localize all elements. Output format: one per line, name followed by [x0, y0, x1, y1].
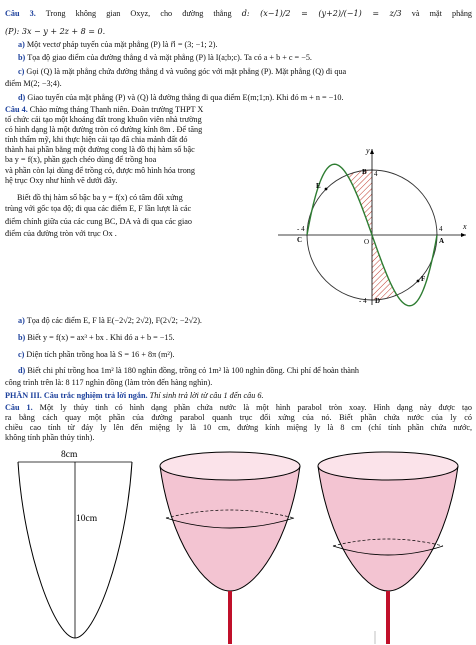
glass-figure-1 — [155, 446, 305, 644]
q4-d-text2: công trình trên là: 8 117 nghìn đồng (làm tròn đến hàng nghìn). — [5, 378, 213, 387]
label-8cm: 8cm — [61, 450, 78, 460]
parabola-figure — [10, 446, 140, 644]
q3-stem-text: Trong không gian Oxyz, cho đường thẳng — [45, 9, 232, 18]
q4-option-c — [18, 350, 316, 360]
q3-line-equation: d: (x−1)/2 = (y+2)/(−1) = z/3 — [241, 9, 402, 18]
label-B: B — [362, 168, 367, 176]
q4-para2-1: trùng với gốc tọa độ; đi qua các điểm E, F lần lượt là các — [5, 204, 192, 214]
q4-line-0-text: Chào mừng tháng Thanh niên. Đoàn trường THPT X — [29, 105, 204, 114]
label-10cm: 10cm — [76, 514, 98, 524]
label-O: O — [364, 238, 370, 246]
part3-q1-line-2: chiều cao tính từ đáy ly lên đến miệng ly là 10 cm, đường kính miệng ly là 8 cm (chỉ tính phần chứa nước, — [5, 423, 472, 432]
q3-d-text: Giao tuyến của mặt phẳng (P) và (Q) là đường thẳng đi qua điểm E(m;1;n). Khi đó m + n = −10. — [27, 93, 344, 102]
q3-a-text: Một vectơ pháp tuyến của mặt phẳng (P) là n⃗ = (3; −1; 2). — [26, 40, 218, 49]
q3-b-text: Tọa độ giao điểm của đường thẳng d và mặt phẳng (P) là I(a;b;c). Ta có a + b + c = −5. — [27, 53, 312, 62]
q4-para2-0: Biết đồ thị hàm số bậc ba y = f(x) có tâm đối xứng — [17, 192, 183, 202]
q4-line-0 — [5, 105, 263, 115]
label-A: A — [439, 237, 445, 245]
q3-a-label: a) — [18, 40, 25, 49]
q4-option-d — [18, 366, 472, 376]
label-C: C — [297, 236, 303, 244]
glass-1-body — [160, 466, 300, 591]
q4-c-label: c) — [18, 350, 25, 359]
q4-para2-3: điểm của đường tròn với trục Ox . — [5, 229, 117, 239]
q4-line-5: ba y = f(x), phần gạch chéo dùng để trồng hoa — [5, 155, 157, 165]
y-axis-arrow-icon — [370, 149, 374, 154]
x-axis-arrow-icon — [461, 233, 466, 237]
label-minus4: - 4 — [297, 225, 305, 233]
q4-a-text: Tọa độ các điểm E, F là E(−2√2; 2√2), F(2√2; −2√2). — [26, 316, 202, 325]
q3-c-label: c) — [18, 67, 25, 76]
glass-figure-2 — [313, 446, 463, 644]
part3-heading — [5, 391, 472, 401]
q4-d-text1: Biết chi phí trồng hoa 1m² là 180 nghìn đồng, trồng cỏ 1m² là 100 nghìn đồng. Chi phí để hoàn thành — [27, 366, 360, 375]
glass-1-rim — [160, 452, 300, 480]
q4-intro — [5, 105, 263, 240]
q4-label: Câu 4. — [5, 105, 28, 114]
part3-q1-line-0-text: Một ly thủy tinh có hình dạng phần chứa nước là một hình parabol tròn xoay. Hình dạng này được tạo — [39, 403, 472, 412]
glass-2-rim — [318, 452, 458, 480]
q4-para2-2: điểm chính giữa của các cung BC, DA và đi qua các giao — [5, 216, 193, 226]
label-B4: 4 — [374, 170, 378, 178]
q4-d-label: d) — [18, 366, 26, 375]
part3-q1-label: Câu 1. — [5, 403, 33, 412]
q3-plane-equation: (P): 3x − y + 2z + 8 = 0. — [5, 27, 106, 36]
glass-1-stem — [228, 591, 232, 644]
point-F — [417, 280, 420, 283]
q3-option-c — [18, 67, 472, 77]
label-D-minus4: - 4 — [359, 297, 367, 305]
q4-b-text: Biết y = f(x) = ax³ + bx . Khi đó a + b = −15. — [27, 333, 175, 342]
glass-2-body — [318, 466, 458, 591]
q3-option-b — [18, 53, 472, 63]
point-E — [325, 188, 328, 191]
q3-c-text2: điểm M(2; −3;4). — [5, 79, 62, 88]
label-x: x — [463, 222, 467, 231]
q4-line-2: có hình dạng là một đường tròn có đường kính 8m . Để tăng — [5, 125, 203, 135]
q4-line-6: và phần còn lại dùng để trồng cỏ, được mô hình hóa trong — [5, 165, 195, 175]
q4-option-b — [18, 333, 316, 343]
q4-figure — [268, 145, 473, 307]
label-4: 4 — [439, 225, 443, 233]
q4-line-1: tổ chức cải tạo một khoảng đất trong khuôn viên nhà trường — [5, 115, 202, 125]
label-E: E — [316, 182, 321, 190]
glass-2-stem — [386, 591, 390, 644]
label-D: D — [375, 297, 381, 305]
q4-line-7: hệ trục Oxy như hình vẽ dưới đây. — [5, 175, 118, 185]
q4-a-label: a) — [18, 316, 25, 325]
label-y: y — [366, 146, 370, 155]
part3-heading-note: Thí sinh trả lời từ câu 1 đến câu 6. — [149, 391, 264, 400]
part3-q1-line-0 — [5, 403, 472, 413]
q3-option-a — [18, 40, 472, 50]
q4-b-label: b) — [18, 333, 26, 342]
q3-b-label: b) — [18, 53, 26, 62]
part3-q1-line-3: không tính phần thủy tinh). — [5, 433, 95, 442]
q4-line-4: thành hai phần bằng một đường cong là đồ thị hàm số bậc — [5, 145, 195, 155]
q3-stem — [5, 4, 472, 24]
q3-label: Câu 3. — [5, 9, 36, 18]
q3-d-label: d) — [18, 93, 26, 102]
q4-line-3: tính thẩm mỹ, khi thực hiện cải tạo đã chia mảnh đất đó — [5, 135, 188, 145]
q4-option-a — [18, 316, 316, 326]
q4-c-text: Diện tích phần trồng hoa là S = 16 + 8π (m²). — [26, 350, 175, 359]
part3-heading-text: PHẦN III. Câu trắc nghiệm trả lời ngắn. — [5, 391, 148, 400]
part3-q1-line-1: ra bằng cách quay một phần của đường parabol quanh trục đối xứng của nó. Biết phần chứa nước của ly có — [5, 413, 472, 422]
q3-stem-text2: và mặt phẳng — [411, 9, 472, 18]
q3-option-d — [18, 93, 472, 103]
q3-c-text1: Gọi (Q) là mặt phẳng chứa đường thẳng d và vuông góc với mặt phẳng (P). Mặt phẳng (Q) đi qua — [26, 67, 347, 76]
label-F: F — [421, 275, 426, 283]
